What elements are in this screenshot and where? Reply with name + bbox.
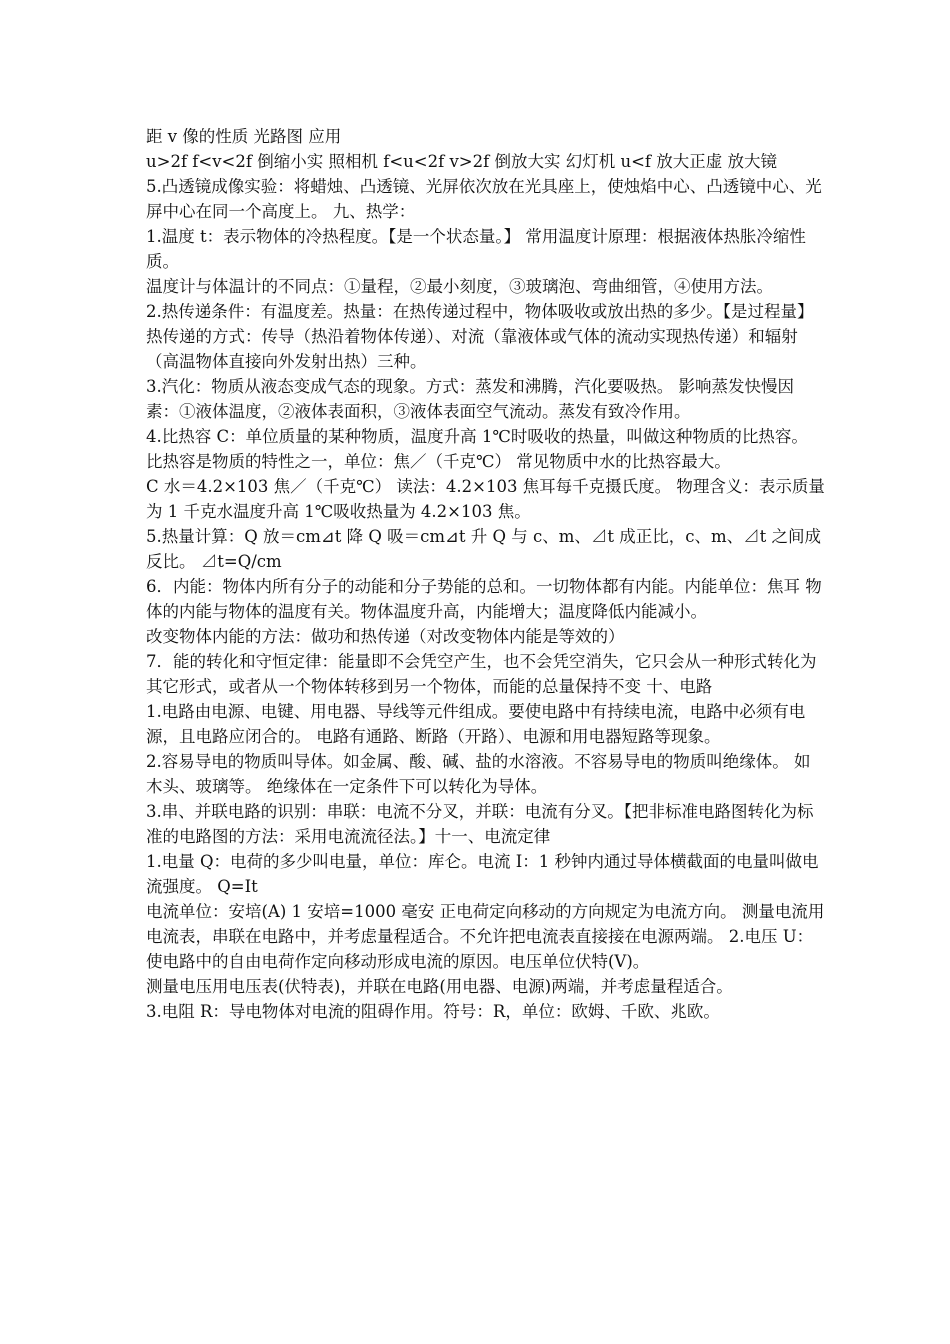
paragraph-20: 测量电压用电压表(伏特表)，并联在电路(用电器、电源)两端，并考虑量程适合。 (146, 977, 733, 996)
paragraph-16: 2.容易导电的物质叫导体。如金属、酸、碱、盐的水溶液。不容易导电的物质叫绝缘体。 如木头、玻璃等。 绝缘体在一定条件下可以转化为导体。 (146, 752, 811, 796)
paragraph-19: 电流单位：安培(A) 1 安培=1000 毫安 正电荷定向移动的方向规定为电流方向。 测量电流用电流表，串联在电路中，并考虑量程适合。不允许把电流表直接接在电源两端。 2.电压 U：使电路中的自由电荷作定向移动形成电流的原因。电压单位伏特(V)。 (146, 902, 825, 971)
paragraph-15: 1.电路由电源、电键、用电器、导线等元件组成。要使电路中有持续电流，电路中必须有电源，且电路应闭合的。 电路有通路、断路（开路）、电源和用电器短路等现象。 (146, 702, 806, 746)
paragraph-11: 5.热量计算：Q 放＝cm⊿t 降 Q 吸＝cm⊿t 升 Q 与 c、m、⊿t 成正比，c、m、⊿t 之间成反比。 ⊿t=Q/cm (146, 527, 821, 571)
paragraph-17: 3.串、并联电路的识别：串联：电流不分叉，并联：电流有分叉。【把非标准电路图转化为标准的电路图的方法：采用电流流径法。】十一、电流定律 (146, 802, 814, 846)
paragraph-5: 温度计与体温计的不同点：①量程，②最小刻度，③玻璃泡、弯曲细管，④使用方法。 (146, 277, 773, 296)
paragraph-1: 距 v 像的性质 光路图 应用 (146, 127, 342, 146)
paragraph-14: 7．能的转化和守恒定律：能量即不会凭空产生，也不会凭空消失，它只会从一种形式转化为其它形式，或者从一个物体转移到另一个物体，而能的总量保持不变 十、电路 (146, 652, 817, 696)
paragraph-13: 改变物体内能的方法：做功和热传递（对改变物体内能是等效的） (146, 627, 625, 646)
paragraph-9: 4.比热容 C：单位质量的某种物质，温度升高 1℃时吸收的热量，叫做这种物质的比热容。 比热容是物质的特性之一，单位：焦／（千克℃） 常见物质中水的比热容最大。 (146, 427, 808, 471)
document-body (146, 124, 826, 1024)
paragraph-21: 3.电阻 R：导电物体对电流的阻碍作用。符号：R，单位：欧姆、千欧、兆欧。 (146, 1002, 720, 1021)
paragraph-8: 3.汽化：物质从液态变成气态的现象。方式：蒸发和沸腾，汽化要吸热。 影响蒸发快慢因素：①液体温度，②液体表面积，③液体表面空气流动。蒸发有致冷作用。 (146, 377, 794, 421)
paragraph-4: 1.温度 t：表示物体的冷热程度。【是一个状态量。】 常用温度计原理：根据液体热胀冷缩性质。 (146, 227, 806, 271)
paragraph-7: 热传递的方式：传导（热沿着物体传递）、对流（靠液体或气体的流动实现热传递）和辐射（高温物体直接向外发射出热）三种。 (146, 327, 798, 371)
paragraph-6: 2.热传递条件：有温度差。热量：在热传递过程中，物体吸收或放出热的多少。【是过程量】 (146, 302, 814, 321)
paragraph-3: 5.凸透镜成像实验：将蜡烛、凸透镜、光屏依次放在光具座上，使烛焰中心、凸透镜中心、光屏中心在同一个高度上。 九、热学： (146, 177, 822, 221)
paragraph-10: C 水＝4.2×103 焦／（千克℃） 读法：4.2×103 焦耳每千克摄氏度。 物理含义：表示质量为 1 千克水温度升高 1℃吸收热量为 4.2×103 焦。 (146, 477, 825, 521)
paragraph-18: 1.电量 Q：电荷的多少叫电量，单位：库仑。电流 I：1 秒钟内通过导体横截面的电量叫做电流强度。 Q=It (146, 852, 819, 896)
paragraph-2: u>2f f<v<2f 倒缩小实 照相机 f<u<2f v>2f 倒放大实 幻灯机 u<f 放大正虚 放大镜 (146, 152, 777, 171)
paragraph-12: 6．内能：物体内所有分子的动能和分子势能的总和。一切物体都有内能。内能单位：焦耳 物体的内能与物体的温度有关。物体温度升高，内能增大；温度降低内能减小。 (146, 577, 822, 621)
